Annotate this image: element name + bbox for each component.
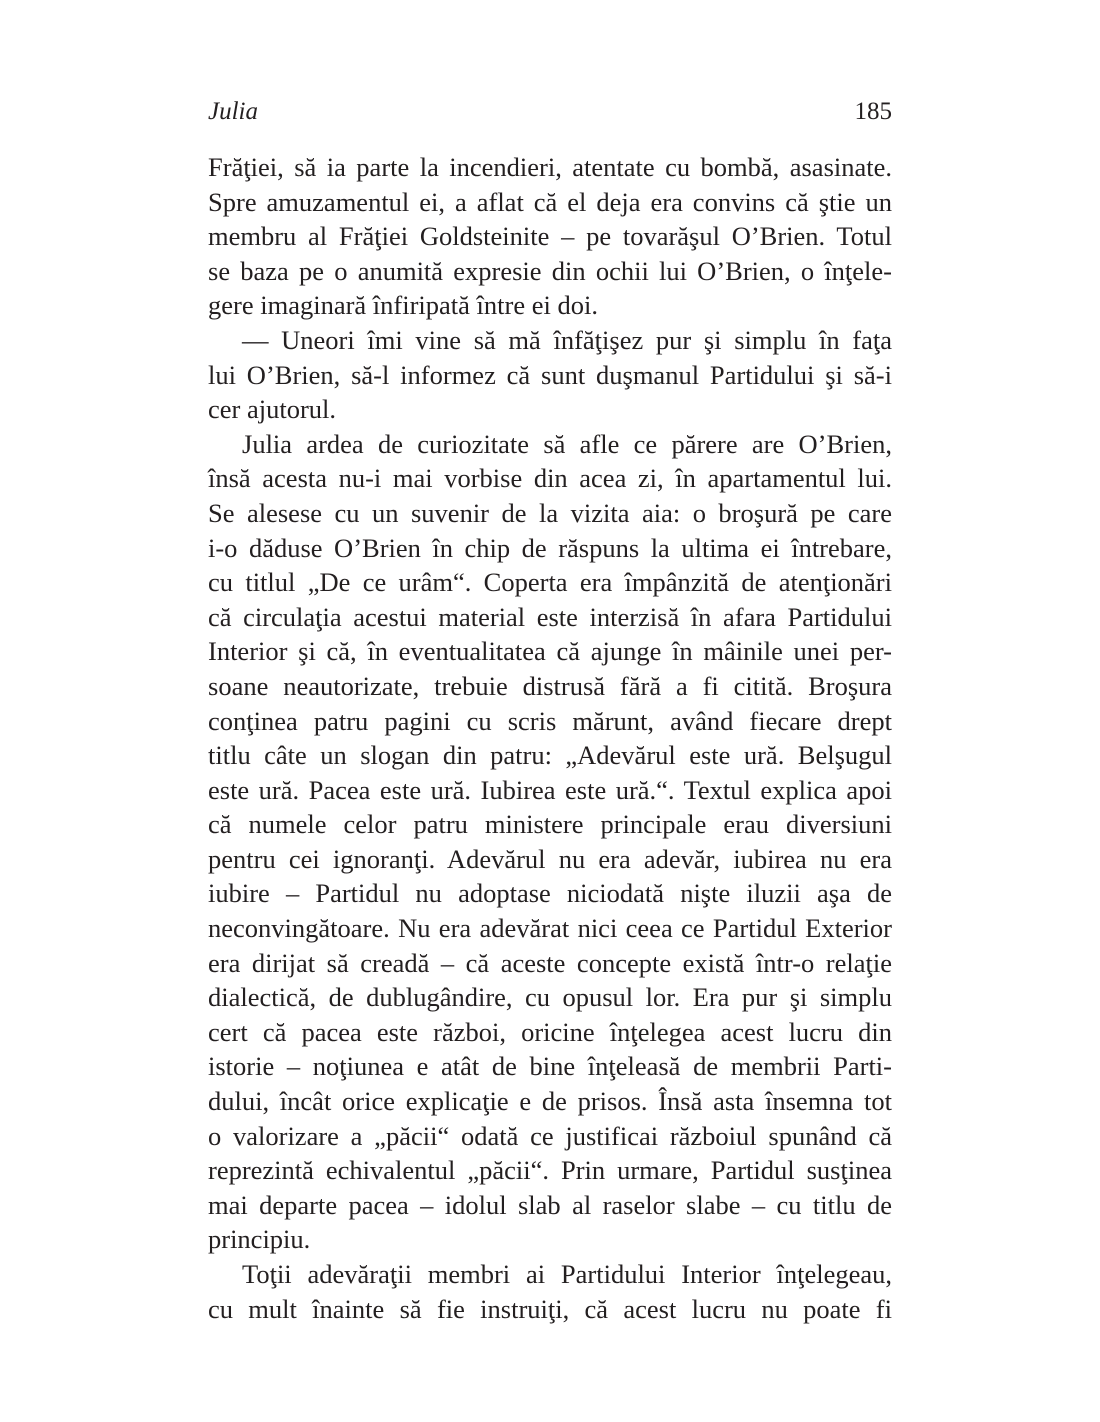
text-line: lui O’Brien, să-l informez că sunt duşmanul Partidului şi să-i <box>208 359 892 390</box>
text-line: cu mult înainte să fie instruiţi, că acest lucru nu poate fi <box>208 1293 892 1324</box>
text-line: Toţii adevăraţii membri ai Partidului Interior înţelegeau, <box>242 1259 892 1289</box>
text-line: principiu. <box>208 1224 311 1255</box>
text-line: dialectică, de dublugândire, cu opusul lor. Era pur şi simplu <box>208 982 892 1013</box>
text-line: se baza pe o anumită expresie din ochii lui O’Brien, o înţele- <box>208 255 892 286</box>
body-text <box>208 150 892 1326</box>
text-line: Julia ardea de curiozitate să afle ce părere are O’Brien, <box>242 428 892 459</box>
text-line: că numele celor patru ministere principale erau diversiuni <box>208 809 892 840</box>
text-line: Se alesese cu un suvenir de la vizita aia: o broşură pe care <box>208 497 892 528</box>
text-line: titlu câte un slogan din patru: „Adevărul este ură. Belşugul <box>208 740 892 771</box>
text-line: Frăţiei, să ia parte la incendieri, atentate cu bombă, asasinate. <box>208 152 892 182</box>
text-line: Spre amuzamentul ei, a aflat că el deja era convins că ştie un <box>208 186 892 217</box>
text-line: reprezintă echivalentul „păcii“. Prin urmare, Partidul susţinea <box>208 1155 892 1186</box>
text-line: istorie – noţiunea e atât de bine înţeleasă de membrii Parti- <box>208 1051 892 1082</box>
text-line: i-o dăduse O’Brien în chip de răspuns la ultima ei întrebare, <box>208 532 892 563</box>
running-title: Julia <box>208 98 258 125</box>
text-line: dului, încât orice explicaţie e de prisos. Însă asta însemna tot <box>208 1086 892 1117</box>
text-line: cert că pacea este război, oricine înţelegea acest lucru din <box>208 1016 892 1047</box>
text-line: membru al Frăţiei Goldsteinite – pe tovarăşul O’Brien. Totul <box>208 221 892 252</box>
text-line: cu titlul „De ce urâm“. Coperta era împânzită de atenţionări <box>208 567 892 598</box>
text-line: era dirijat să creadă – că aceste concepte există într-o relaţie <box>208 947 892 978</box>
text-line: însă acesta nu-i mai vorbise din acea zi, în apartamentul lui. <box>208 463 892 494</box>
text-line: — Uneori îmi vine să mă înfăţişez pur şi simplu în faţa <box>242 324 892 355</box>
text-line: cer ajutorul. <box>208 394 337 425</box>
text-line: o valorizare a „păcii“ odată ce justificai războiul spunând că <box>208 1120 892 1151</box>
text-line: iubire – Partidul nu adoptase niciodată nişte iluzii aşa de <box>208 878 892 909</box>
running-head <box>208 96 892 132</box>
paragraph <box>208 150 892 323</box>
paragraph <box>208 1257 892 1326</box>
text-line: pentru cei ignoranţi. Adevărul nu era adevăr, iubirea nu era <box>208 843 892 874</box>
text-line: este ură. Pacea este ură. Iubirea este ură.“. Textul explica apoi <box>208 774 892 805</box>
text-line: soane neautorizate, trebuie distrusă fără a fi citită. Broşura <box>208 670 892 701</box>
text-line: Interior şi că, în eventualitatea că ajunge în mâinile unei per- <box>208 636 892 667</box>
paragraph <box>208 427 892 1257</box>
page-number: 185 <box>854 98 892 125</box>
text-line: conţinea patru pagini cu scris mărunt, având fiecare drept <box>208 705 892 736</box>
text-line: mai departe pacea – idolul slab al raselor slabe – cu titlu de <box>208 1189 892 1220</box>
text-line: că circulaţia acestui material este interzisă în afara Partidului <box>208 601 892 632</box>
text-line: neconvingătoare. Nu era adevărat nici ceea ce Partidul Exterior <box>208 913 892 944</box>
paragraph <box>208 323 892 427</box>
text-line: gere imaginară înfiripată între ei doi. <box>208 290 598 321</box>
